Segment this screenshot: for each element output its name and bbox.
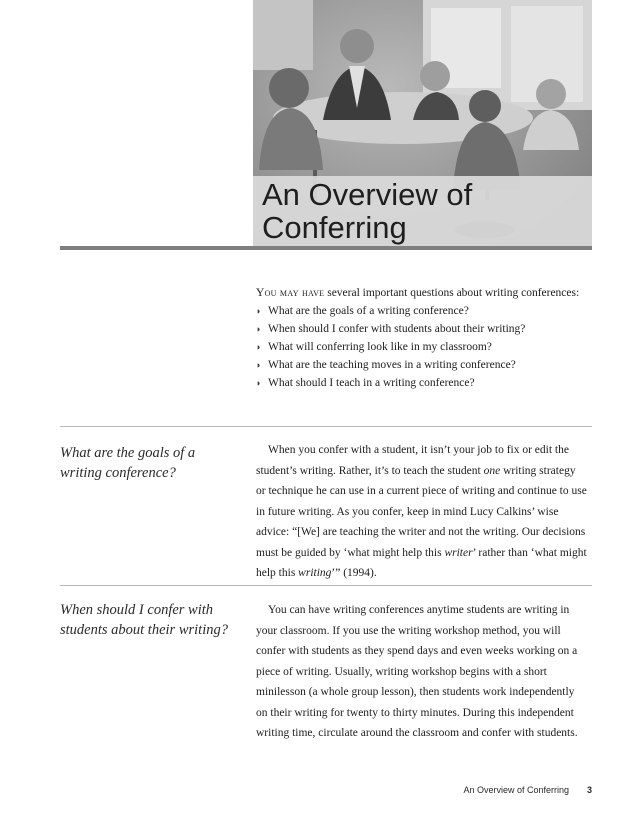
- intro-lead-caps: You may have: [256, 287, 325, 299]
- chapter-title-line2: Conferring: [262, 210, 407, 245]
- chapter-title-line1: An Overview of: [262, 177, 473, 212]
- bullet-icon: ◗: [256, 324, 262, 334]
- question-item: ◗ When should I confer with students about their writing?: [256, 320, 586, 338]
- section-divider: [60, 585, 592, 586]
- intro-lead-rest: several important questions about writing conferences:: [324, 287, 580, 299]
- bullet-icon: ◗: [256, 306, 262, 316]
- question-item: ◗ What should I teach in a writing conference?: [256, 374, 586, 392]
- side-heading-goals: What are the goals of a writing conference?: [60, 445, 196, 481]
- goals-paragraph: When you confer with a student, it isn’t your job to fix or edit the student’s writing. Rather, it’s to teach the student one writing strategy or technique he can use in a current piece of writing and continue to use in future writing. As you confer, keep in mind Lucy Calkins’ wise advice: “[We] are teaching the writer and not the writing. Our decisions must be guided by ‘what might help this writer’ rather than ‘what might help this writing’” (1994).: [256, 444, 587, 579]
- question-item: ◗ What are the teaching moves in a writing conference?: [256, 356, 586, 374]
- question-item: ◗ What are the goals of a writing conference?: [256, 302, 586, 320]
- intro-lead: [256, 284, 586, 302]
- intro-block: [256, 284, 586, 392]
- title-rule: [60, 246, 592, 250]
- page-footer: [400, 785, 592, 795]
- running-title: An Overview of Conferring: [463, 785, 569, 795]
- chapter-title: [262, 178, 472, 244]
- question-list: [256, 302, 586, 392]
- side-heading-when: When should I confer with students about their writing?: [60, 602, 228, 638]
- when-paragraph: You can have writing conferences anytime students are writing in your classroom. If you use the writing workshop method, you will confer with students as they spend days and even weeks working on a piece of writing. Usually, writing workshop begins with a short minilesson (a whole group lesson), then students work independently on their writing for twenty to thirty minutes. During this independent writing time, circulate around the classroom and confer with students.: [256, 604, 578, 739]
- bullet-icon: ◗: [256, 378, 262, 388]
- section-divider: [60, 426, 592, 427]
- question-item: ◗ What will conferring look like in my classroom?: [256, 338, 586, 356]
- page-number: 3: [586, 785, 592, 795]
- bullet-icon: ◗: [256, 360, 262, 370]
- bullet-icon: ◗: [256, 342, 262, 352]
